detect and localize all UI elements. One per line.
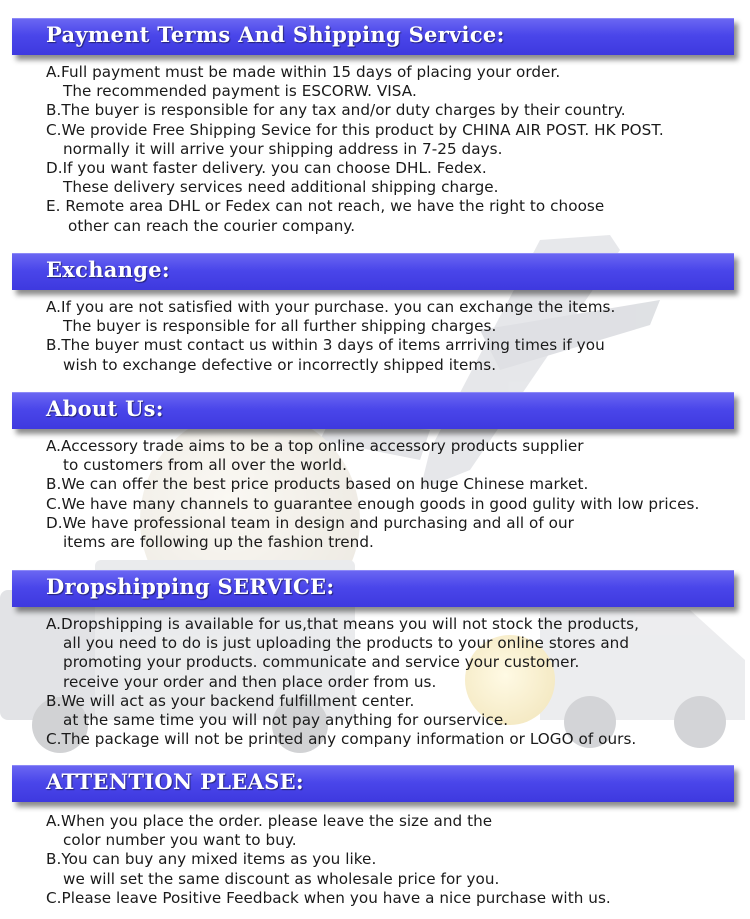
list-item: B.The buyer must contact us within 3 days of items arrriving times if you bbox=[46, 336, 605, 355]
section-title: Exchange: bbox=[46, 257, 170, 282]
list-item: D.We have professional team in design and purchasing and all of our bbox=[46, 513, 574, 532]
list-item: A.Full payment must be made within 15 days of placing your order. bbox=[46, 63, 561, 81]
list-item: at the same time you will not pay anything for ourservice. bbox=[63, 710, 509, 729]
list-item: B.The buyer is responsible for any tax and/or duty charges by their country. bbox=[46, 101, 626, 120]
list-item: wish to exchange defective or incorrectly shipped items. bbox=[63, 355, 497, 374]
section-lines bbox=[46, 812, 611, 908]
list-item: A.When you place the order. please leave the size and the bbox=[46, 812, 493, 830]
section-title: ATTENTION PLEASE: bbox=[46, 769, 304, 794]
list-item: C.We have many channels to guarantee enough goods in good gulity with low prices. bbox=[46, 494, 700, 513]
section-title: Payment Terms And Shipping Service: bbox=[46, 22, 505, 47]
section-lines bbox=[46, 298, 615, 375]
list-item: all you need to do is just uploading the products to your online stores and bbox=[63, 634, 630, 653]
section-lines bbox=[46, 63, 664, 236]
list-item: B.We will act as your backend fulfillment center. bbox=[46, 691, 415, 710]
section-title: Dropshipping SERVICE: bbox=[46, 574, 335, 599]
list-item: A.If you are not satisfied with your purchase. you can exchange the items. bbox=[46, 298, 616, 316]
section-banner bbox=[12, 18, 734, 55]
section-lines bbox=[46, 437, 699, 552]
section-banner bbox=[12, 570, 734, 607]
list-item: D.If you want faster delivery. you can choose DHL. Fedex. bbox=[46, 158, 487, 177]
section-banner bbox=[12, 765, 734, 802]
list-item: C.We provide Free Shipping Sevice for this product by CHINA AIR POST. HK POST. bbox=[46, 120, 664, 139]
list-item: The buyer is responsible for all further shipping charges. bbox=[63, 317, 497, 336]
list-item: A.Accessory trade aims to be a top online accessory products supplier bbox=[46, 437, 584, 455]
list-item: A.Dropshipping is available for us,that means you will not stock the products, bbox=[46, 615, 640, 633]
list-item: B.We can offer the best price products based on huge Chinese market. bbox=[46, 475, 589, 494]
list-item: B.You can buy any mixed items as you like. bbox=[46, 850, 377, 869]
section-lines bbox=[46, 615, 639, 749]
list-item: C.The package will not be printed any company information or LOGO of ours. bbox=[46, 730, 637, 749]
list-item: promoting your products. communicate and service your customer. bbox=[63, 653, 580, 672]
section-banner bbox=[12, 392, 734, 429]
list-item: C.Please leave Positive Feedback when you have a nice purchase with us. bbox=[46, 888, 611, 907]
section-banner bbox=[12, 253, 734, 290]
list-item: items are following up the fashion trend. bbox=[63, 532, 374, 551]
list-item: color number you want to buy. bbox=[63, 831, 297, 850]
list-item: normally it will arrive your shipping address in 7-25 days. bbox=[63, 139, 503, 158]
list-item: to customers from all over the world. bbox=[63, 456, 348, 475]
list-item: These delivery services need additional shipping charge. bbox=[63, 178, 499, 197]
list-item: E. Remote area DHL or Fedex can not reach, we have the right to choose bbox=[46, 197, 605, 216]
section-title: About Us: bbox=[46, 396, 164, 421]
list-item: other can reach the courier company. bbox=[68, 216, 356, 235]
list-item: The recommended payment is ESCORW. VISA. bbox=[63, 82, 417, 101]
list-item: we will set the same discount as wholesale price for you. bbox=[63, 869, 500, 888]
list-item: receive your order and then place order from us. bbox=[63, 672, 437, 691]
